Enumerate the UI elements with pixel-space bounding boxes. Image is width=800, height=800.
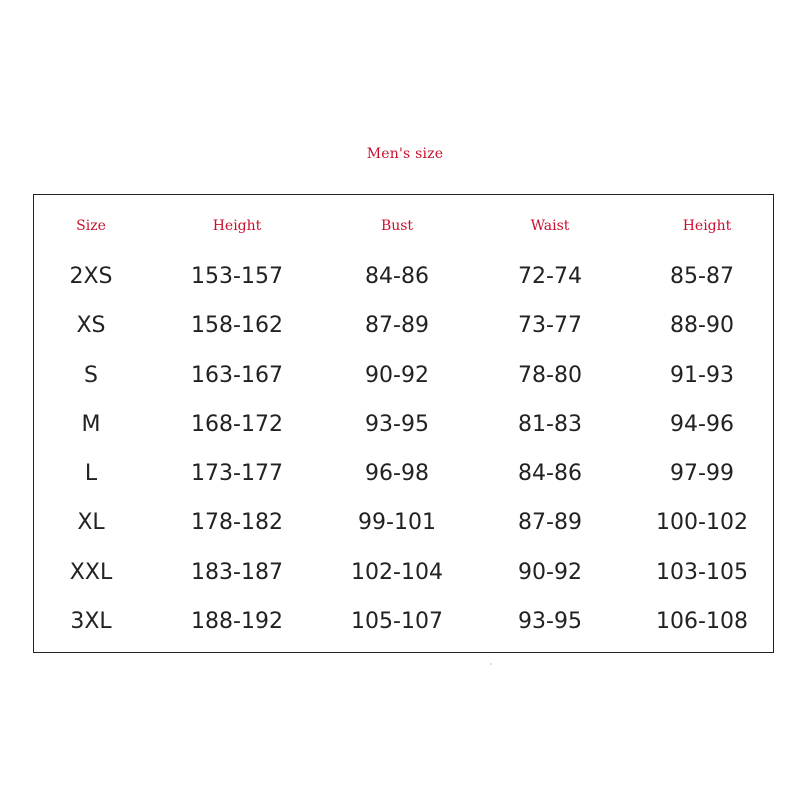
- height-cell: 178-182: [191, 510, 283, 535]
- height-cell: 163-167: [191, 363, 283, 388]
- bust-cell: 99-101: [358, 510, 436, 535]
- waist-cell: 87-89: [518, 510, 582, 535]
- bust-cell: 87-89: [365, 313, 429, 338]
- height-cell: 173-177: [191, 461, 283, 486]
- size-cell: S: [84, 363, 98, 388]
- header-waist: Waist: [530, 218, 570, 234]
- table-row: [34, 410, 773, 440]
- height-cell: 158-162: [191, 313, 283, 338]
- stray-dot: [490, 663, 492, 665]
- height-2-cell: 103-105: [656, 560, 748, 585]
- bust-cell: 93-95: [365, 412, 429, 437]
- bust-cell: 102-104: [351, 560, 443, 585]
- bust-cell: 84-86: [365, 264, 429, 289]
- table-row: [34, 558, 773, 588]
- table-row: [34, 361, 773, 391]
- waist-cell: 84-86: [518, 461, 582, 486]
- bust-cell: 105-107: [351, 609, 443, 634]
- table-row: [34, 262, 773, 292]
- height-2-cell: 97-99: [670, 461, 734, 486]
- chart-title: Men's size: [366, 146, 444, 162]
- size-cell: XXL: [69, 560, 113, 585]
- size-cell: 3XL: [70, 609, 112, 634]
- size-cell: L: [84, 461, 98, 486]
- waist-cell: 90-92: [518, 560, 582, 585]
- size-table: [33, 194, 774, 653]
- header-height: Height: [212, 218, 262, 234]
- bust-cell: 96-98: [365, 461, 429, 486]
- waist-cell: 73-77: [518, 313, 582, 338]
- height-cell: 153-157: [191, 264, 283, 289]
- table-row: [34, 311, 773, 341]
- height-2-cell: 85-87: [670, 264, 734, 289]
- header-size: Size: [76, 218, 106, 234]
- header-height-2: Height: [682, 218, 732, 234]
- height-cell: 168-172: [191, 412, 283, 437]
- size-cell: M: [81, 412, 101, 437]
- height-cell: 183-187: [191, 560, 283, 585]
- height-2-cell: 88-90: [670, 313, 734, 338]
- size-cell: 2XS: [69, 264, 113, 289]
- bust-cell: 90-92: [365, 363, 429, 388]
- height-2-cell: 100-102: [656, 510, 748, 535]
- height-2-cell: 106-108: [656, 609, 748, 634]
- table-header-row: [34, 211, 773, 241]
- table-row: [34, 459, 773, 489]
- height-2-cell: 91-93: [670, 363, 734, 388]
- table-row: [34, 607, 773, 637]
- size-cell: XL: [77, 510, 105, 535]
- waist-cell: 72-74: [518, 264, 582, 289]
- height-2-cell: 94-96: [670, 412, 734, 437]
- table-row: [34, 508, 773, 538]
- waist-cell: 93-95: [518, 609, 582, 634]
- height-cell: 188-192: [191, 609, 283, 634]
- size-cell: XS: [76, 313, 106, 338]
- header-bust: Bust: [380, 218, 414, 234]
- waist-cell: 78-80: [518, 363, 582, 388]
- waist-cell: 81-83: [518, 412, 582, 437]
